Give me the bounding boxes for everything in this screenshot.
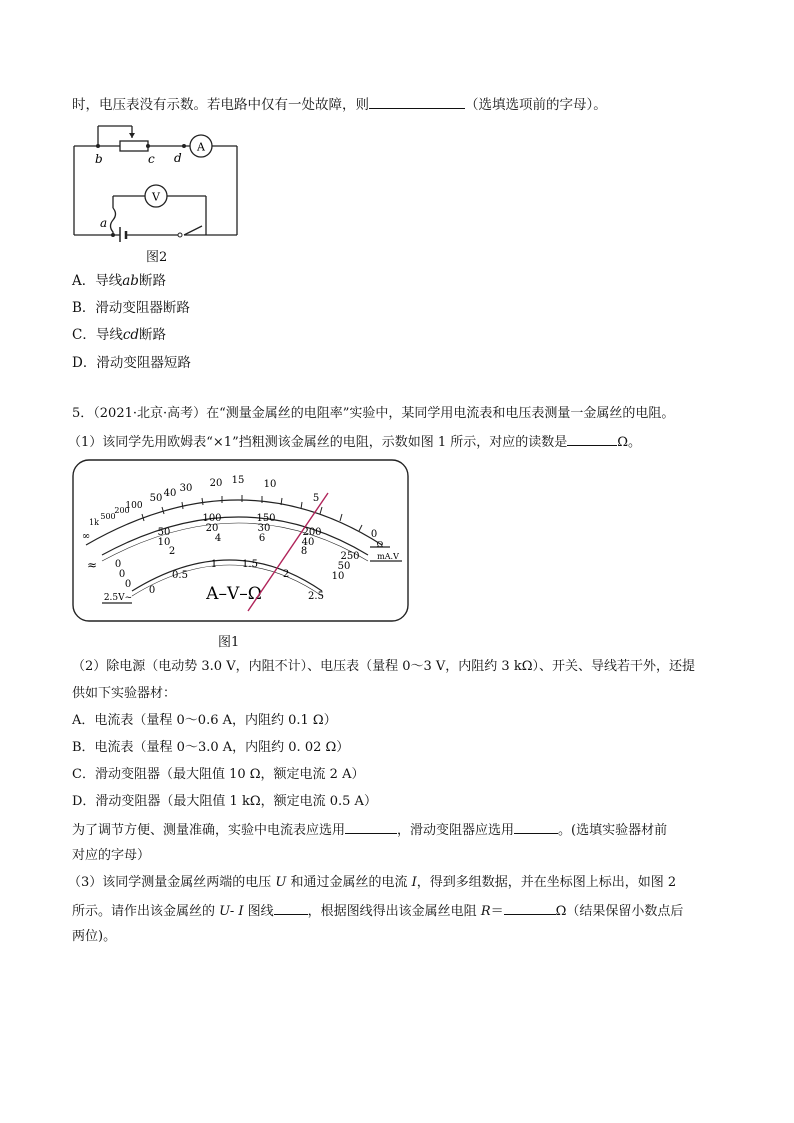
q5-choose-line2: 对应的字母）	[72, 848, 151, 863]
q4-intro-text: 时，电压表没有示数。若电路中仅有一处故障，则	[72, 97, 369, 113]
ma-tick: 10	[157, 537, 171, 548]
equipment-b: B．电流表（量程 0～3.0 A，内阻约 0. 02 Ω）	[72, 740, 350, 755]
figure1-caption: 图1	[218, 635, 240, 650]
multimeter-dial	[72, 459, 410, 623]
ac-tick: 0	[148, 585, 156, 596]
ac-tick: 0.5	[172, 570, 188, 581]
ma-tick: 30	[257, 523, 271, 534]
ohm-tick: 200	[114, 506, 130, 515]
q5-part3-line2: 所示。请作出该金属丝的 U- I 图线 ，根据图线得出该金属丝电阻 R＝ Ω（结果保留小数点后	[72, 901, 683, 921]
ac-tick: 2.5	[308, 591, 324, 602]
q5-part3-line3: 两位)。	[72, 929, 117, 944]
ohm-tick: 15	[231, 475, 245, 486]
ohm-tick: 0	[370, 529, 378, 540]
meter-center-label: A–V–Ω	[206, 584, 262, 604]
ac-tick: 2	[282, 569, 290, 580]
circuit-diagram	[68, 124, 248, 242]
q5-part2-line2: 供如下实验器材：	[72, 686, 177, 701]
ma-tick: 50	[337, 561, 351, 572]
ohm-tick: 1k	[89, 518, 99, 527]
ohm-tick: 50	[149, 493, 163, 504]
ac-tick: 1	[210, 559, 218, 570]
tilde-symbol: ≈	[86, 558, 98, 572]
q4-option-c: C．导线cd断路	[72, 327, 167, 343]
node-label-c: c	[148, 152, 155, 166]
q5-part1: （1）该同学先用欧姆表“×1”挡粗测该金属丝的电阻，示数如图 1 所示，对应的读数是 Ω。	[68, 432, 641, 452]
ammeter-symbol: A	[197, 140, 205, 154]
ohm-tick: ∞	[81, 531, 91, 542]
ohm-tick: 100	[125, 501, 143, 511]
ma-tick: 40	[301, 537, 315, 548]
ma-tick: 0	[114, 559, 122, 570]
q5-header: 5．（2021·北京·高考）在“测量金属丝的电阻率”实验中，某同学用电流表和电压表测量一金属丝的电阻。	[72, 406, 675, 421]
ma-tick: 0	[124, 579, 132, 590]
node-label-d: d	[174, 151, 182, 165]
equipment-a: A．电流表（量程 0～0.6 A，内阻约 0.1 Ω）	[72, 713, 337, 728]
ma-tick: 200	[302, 527, 322, 538]
q4-option-d: D．滑动变阻器短路	[72, 355, 191, 371]
ohm-tick: 5	[312, 493, 320, 504]
ohm-tick: 40	[163, 488, 177, 499]
q4-option-a: A．导线ab断路	[72, 273, 166, 289]
ma-tick: 20	[205, 523, 219, 534]
ohm-tick: 30	[179, 483, 193, 494]
q4-intro-suffix: （选填选项前的字母）。	[465, 97, 607, 113]
ma-tick: 10	[331, 571, 345, 582]
ma-tick: 50	[157, 527, 171, 538]
q5-part3-line1: （3）该同学测量金属丝两端的电压 U 和通过金属丝的电流 I，得到多组数据，并在坐标图上标出，如图 2	[68, 875, 677, 890]
ma-tick: 6	[258, 533, 266, 544]
ma-tick: 100	[202, 513, 222, 524]
ohm-tick: 500	[100, 512, 116, 521]
ohm-tick: 10	[263, 479, 277, 490]
ac-tick: 1.5	[242, 559, 258, 570]
answer-blank-rheostat[interactable]	[514, 820, 558, 834]
ma-tick: 8	[300, 546, 308, 557]
ma-tick: 4	[214, 533, 222, 544]
ma-tick: 2	[168, 546, 176, 557]
voltmeter-symbol: V	[152, 190, 160, 204]
ma-unit: mA.V	[377, 552, 399, 561]
answer-blank-q4[interactable]	[369, 95, 465, 109]
q5-part2-line1: （2）除电源（电动势 3.0 V，内阻不计）、电压表（量程 0～3 V，内阻约 3 kΩ）、开关、导线若干外，还提	[72, 659, 695, 674]
q5-choose: 为了调节方便、测量准确，实验中电流表应选用 ，滑动变阻器应选用 。(选填实验器材前	[72, 820, 667, 840]
equipment-d: D．滑动变阻器（最大阻值 1 kΩ，额定电流 0.5 A）	[72, 794, 377, 809]
ma-tick: 150	[256, 513, 276, 524]
equipment-c: C．滑动变阻器（最大阻值 10 Ω，额定电流 2 A）	[72, 767, 365, 782]
answer-blank-reading[interactable]	[567, 432, 617, 446]
ohm-unit: Ω	[376, 540, 384, 549]
node-label-a: a	[100, 216, 108, 230]
ma-tick: 250	[340, 551, 360, 562]
ohm-tick: 20	[209, 478, 223, 489]
answer-blank-resistance[interactable]	[504, 901, 556, 915]
figure2-caption: 图2	[146, 250, 168, 265]
node-label-b: b	[95, 152, 103, 166]
answer-blank-graph[interactable]	[274, 901, 308, 915]
ac-label: 2.5V~	[103, 593, 133, 603]
q4-option-b: B．滑动变阻器断路	[72, 300, 190, 316]
answer-blank-ammeter[interactable]	[345, 820, 397, 834]
q4-intro	[72, 95, 607, 114]
ma-tick: 0	[118, 569, 126, 580]
